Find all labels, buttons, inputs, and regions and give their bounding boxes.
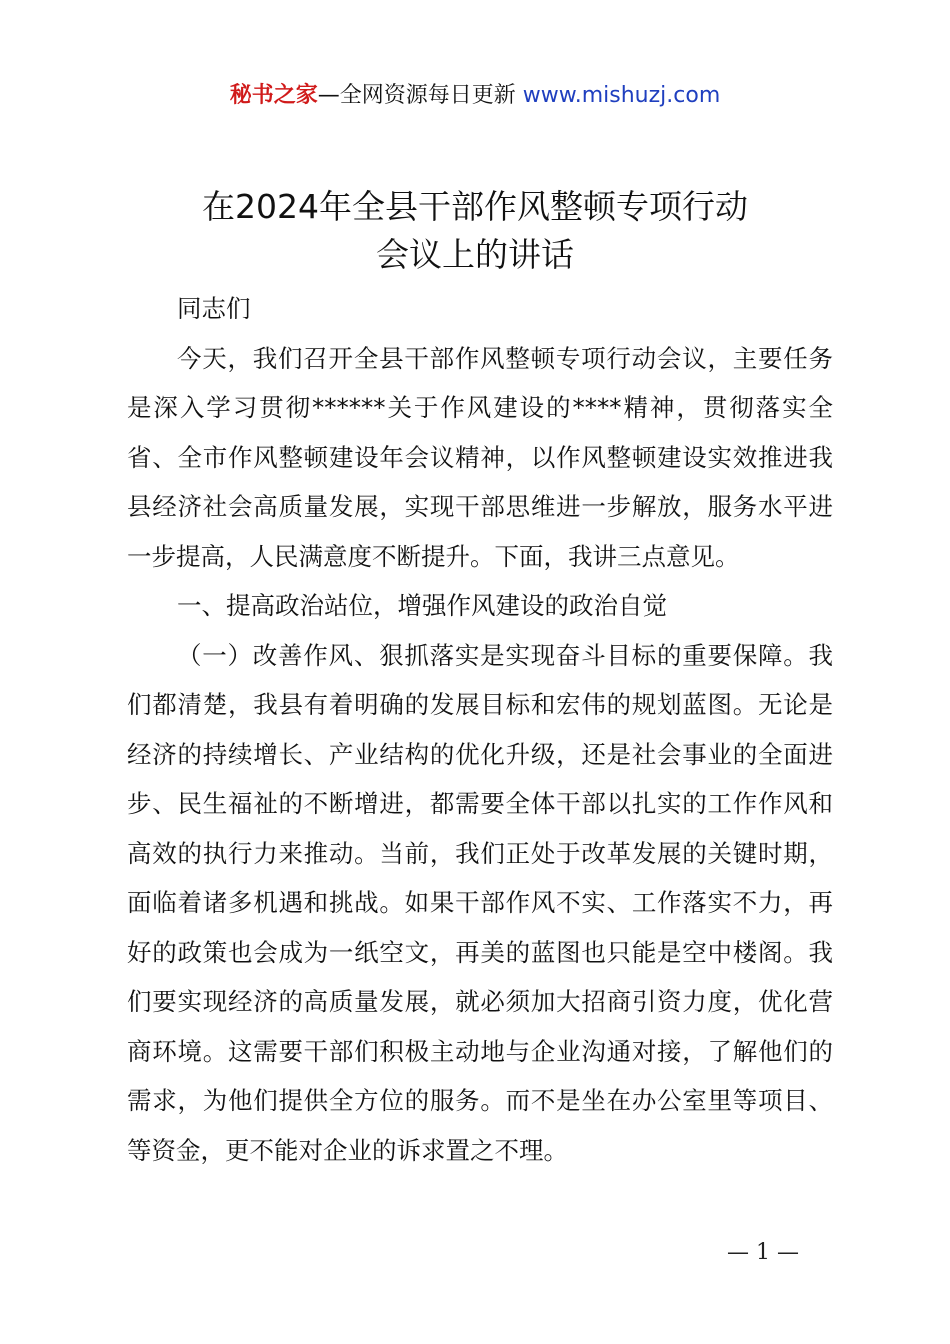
paragraph-intro: 今天，我们召开全县干部作风整顿专项行动会议，主要任务是深入学习贯彻******关于作风建设的****精神，贯彻落实全省、全市作风整顿建设年会议精神，以作风整顿建设实效推进我县经济社会高质量发展，实现干部思维进一步解放，服务水平进一步提高，人民满意度不断提升。下面，我讲三点意见。 [127,343,833,571]
salutation: 同志们 [177,294,251,323]
site-url-link[interactable]: www.mishuzj.com [522,83,721,108]
brand-name: 秘书之家 [229,83,318,108]
title-line-1: 在2024年全县干部作风整顿专项行动 [202,187,748,226]
header-tagline: —全网资源每日更新 [317,83,523,108]
paragraph-body: （一）改善作风、狠抓落实是实现奋斗目标的重要保障。我们都清楚，我县有着明确的发展目标和宏伟的规划蓝图。无论是经济的持续增长、产业结构的优化升级，还是社会事业的全面进步、民生福祉的不断增进，都需要全体干部以扎实的工作作风和高效的执行力来推动。当前，我们正处于改革发展的关键时期，面临着诸多机遇和挑战。如果干部作风不实、工作落实不力，再好的政策也会成为一纸空文，再美的蓝图也只能是空中楼阁。我们要实现经济的高质量发展，就必须加大招商引资力度，优化营商环境。这需要干部们积极主动地与企业沟通对接，了解他们的需求，为他们提供全方位的服务。而不是坐在办公室里等项目、等资金，更不能对企业的诉求置之不理。 [127,640,833,1165]
title-line-2: 会议上的讲话 [376,235,574,274]
page-number: — 1 — [727,1240,799,1265]
site-header [0,80,950,112]
document-title [0,183,950,279]
section-heading: 一、提高政治站位，增强作风建设的政治自觉 [177,591,667,620]
document-body [127,284,833,1175]
